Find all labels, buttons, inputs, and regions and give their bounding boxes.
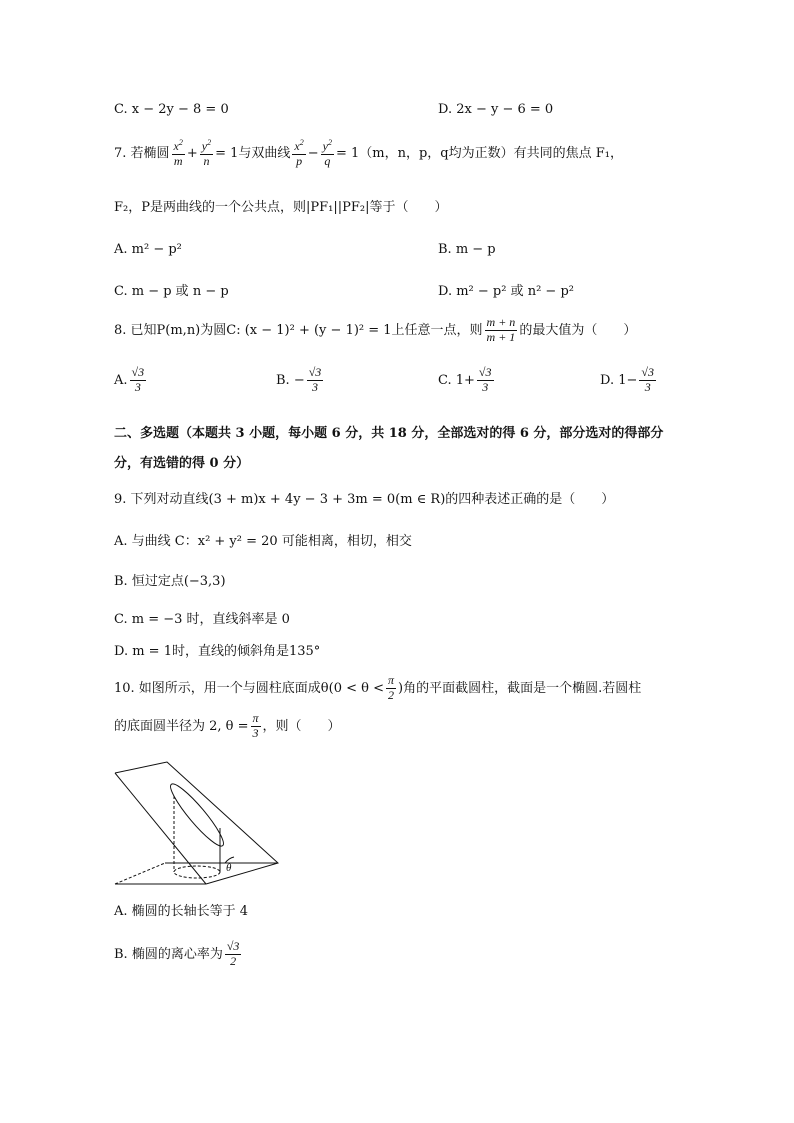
q7-option-d: D. m² − p² 或 n² − p² xyxy=(438,284,574,299)
q8-prefix: 8. 已知P(m,n)为圆C: (x − 1)² + (y − 1)² = 1上任意一点，则 xyxy=(114,322,483,338)
q7-stem-line1: 7. 若椭圆 $\frac{x^2}{m}$ + $\frac{y^2}{n}$ = 1与双曲线 $\frac{x^2}{p}$ − $\frac{y^2}{q}$ = 1（m，n，p，q均为正数）有共同的焦点 F₁， xyxy=(114,138,623,168)
q8-option-d: D. 1− $\frac{√3}{3}$ xyxy=(600,365,654,394)
figure-theta-label: θ xyxy=(226,862,232,874)
q9-option-b: B. 恒过定点(−3,3) xyxy=(114,574,226,589)
q10-stem-line2: 的底面圆半径为 2, θ = $\frac{\pi}{3}$ ，则（ ） xyxy=(114,711,341,740)
q8-option-c: C. 1+ $\frac{√3}{3}$ xyxy=(438,365,492,394)
section-2-header-line1: 二、多选题（本题共 3 小题，每小题 6 分，共 18 分，全部选对的得 6 分，部分选对的得部分 xyxy=(114,426,664,441)
q8-stem xyxy=(114,316,636,345)
q6-option-c: C. x − 2y − 8 = 0 xyxy=(114,102,229,117)
q7-option-b: B. m − p xyxy=(438,242,496,257)
q10-option-a: A. 椭圆的长轴长等于 4 xyxy=(114,904,249,919)
q8-frac: $\frac{m + n}{m + 1}$ xyxy=(486,315,516,344)
section-2-header-line2: 分，有选错的得 0 分） xyxy=(114,456,250,471)
q8-option-b: B. − $\frac{√3}{3}$ xyxy=(276,365,322,394)
cylinder-section-figure xyxy=(110,760,285,890)
q6-option-d: D. 2x − y − 6 = 0 xyxy=(438,102,554,117)
q9-stem: 9. 下列对动直线(3 + m)x + 4y − 3 + 3m = 0(m ∈ R)的四种表述正确的是（ ） xyxy=(114,492,615,507)
q9-option-c: C. m = −3 时，直线斜率是 0 xyxy=(114,612,290,627)
q7-frac-x2p: $\frac{x^2}{p}$ xyxy=(294,138,304,168)
q9-option-d: D. m = 1时，直线的倾斜角是135° xyxy=(114,644,321,659)
q7-option-a: A. m² − p² xyxy=(114,242,182,257)
q10-stem-line1: 10. 如图所示，用一个与圆柱底面成θ(0 < θ < $\frac{\pi}{2}$ )角的平面截圆柱，截面是一个椭圆.若圆柱 xyxy=(114,673,642,702)
q7-frac-y2q: $\frac{y^2}{q}$ xyxy=(322,138,332,168)
q7-frac-x2m: $\frac{x^2}{m}$ xyxy=(173,138,183,168)
q7-mid1: 与双曲线 xyxy=(238,145,291,161)
q7-frac-y2n: $\frac{y^2}{n}$ xyxy=(201,138,212,168)
q7-prefix: 7. 若椭圆 xyxy=(114,145,170,161)
q8-option-a: A. $\frac{√3}{3}$ xyxy=(114,365,145,394)
q8-suffix: 的最大值为（ ） xyxy=(519,322,637,338)
q7-stem-line2: F₂，P是两曲线的一个公共点，则|PF₁||PF₂|等于（ ） xyxy=(114,200,448,215)
q7-option-c: C. m − p 或 n − p xyxy=(114,284,229,299)
q7-mid2: = 1（m，n，p，q均为正数）有共同的焦点 F₁， xyxy=(335,145,623,161)
q10-option-b: B. 椭圆的离心率为 $\frac{√3}{2}$ xyxy=(114,939,240,968)
q9-option-a: A. 与曲线 C：x² + y² = 20 可能相离，相切，相交 xyxy=(114,534,412,549)
